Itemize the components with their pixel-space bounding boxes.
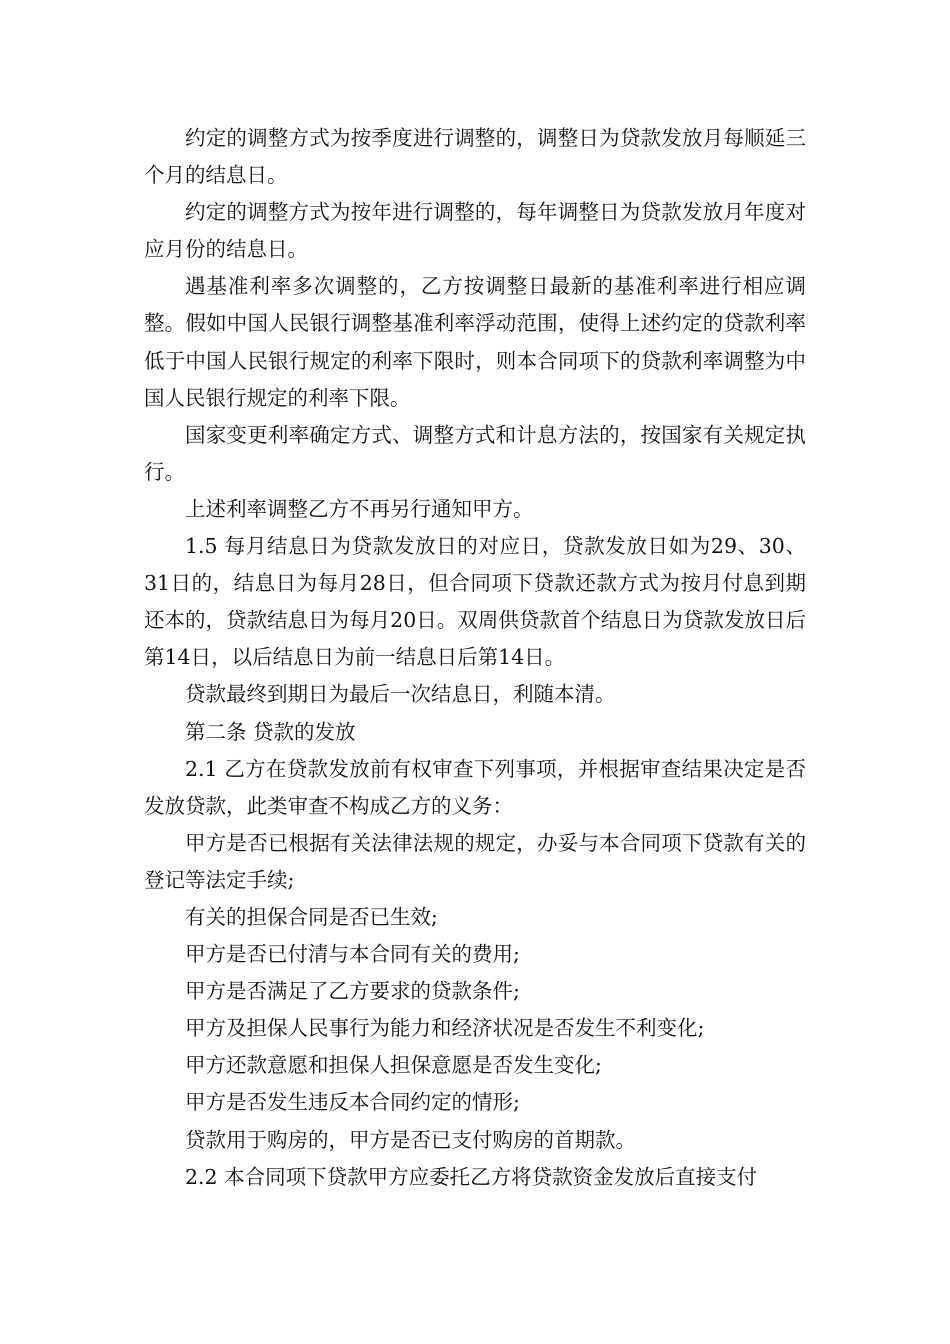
paragraph-1-5-settlement-day: 1.5 每月结息日为贷款发放日的对应日，贷款发放日如为29、30、31日的，结息日为每月28日，但合同项下贷款还款方式为按月付息到期还本的，贷款结息日为每月20日。双周供贷款首个结息日为贷款发放日后第14日，以后结息日为前一结息日后第14日。 bbox=[144, 534, 806, 670]
paragraph-final-maturity: 贷款最终到期日为最后一次结息日，利随本清。 bbox=[185, 682, 616, 707]
paragraph-2-1-review: 2.1 乙方在贷款发放前有权审查下列事项，并根据审查结果决定是否发放贷款，此类审查不构成乙方的义务： bbox=[144, 756, 806, 818]
list-item-fees-paid: 甲方是否已付清与本合同有关的费用; bbox=[185, 942, 520, 967]
list-item-guarantee-effective: 有关的担保合同是否已生效; bbox=[185, 904, 438, 929]
section-heading-article-2: 第二条 贷款的发放 bbox=[185, 719, 356, 744]
paragraph-adjust-quarterly: 约定的调整方式为按季度进行调整的，调整日为贷款发放月每顺延三个月的结息日。 bbox=[144, 126, 806, 188]
list-item-loan-conditions: 甲方是否满足了乙方要求的贷款条件; bbox=[185, 979, 520, 1004]
paragraph-national-rules: 国家变更利率确定方式、调整方式和计息方法的，按国家有关规定执行。 bbox=[144, 422, 806, 484]
paragraph-no-notice: 上述利率调整乙方不再另行通知甲方。 bbox=[185, 496, 534, 521]
list-item-registration: 甲方是否已根据有关法律法规的规定，办妥与本合同项下贷款有关的登记等法定手续; bbox=[144, 830, 806, 892]
document-page bbox=[144, 120, 806, 1196]
list-item-down-payment: 贷款用于购房的，甲方是否已支付购房的首期款。 bbox=[185, 1127, 636, 1152]
paragraph-2-2-entrusted-payment: 2.2 本合同项下贷款甲方应委托乙方将贷款资金发放后直接支付 bbox=[185, 1164, 758, 1189]
list-item-capacity-change: 甲方及担保人民事行为能力和经济状况是否发生不利变化; bbox=[185, 1016, 705, 1041]
paragraph-adjust-yearly: 约定的调整方式为按年进行调整的，每年调整日为贷款发放月年度对应月份的结息日。 bbox=[144, 200, 806, 262]
paragraph-multiple-adjustments: 遇基准利率多次调整的，乙方按调整日最新的基准利率进行相应调整。假如中国人民银行调整基准利率浮动范围，使得上述约定的贷款利率低于中国人民银行规定的利率下限时，则本合同项下的贷款利率调整为中国人民银行规定的利率下限。 bbox=[144, 274, 806, 410]
list-item-breach: 甲方是否发生违反本合同约定的情形; bbox=[185, 1090, 520, 1115]
list-item-willingness-change: 甲方还款意愿和担保人担保意愿是否发生变化; bbox=[185, 1053, 602, 1078]
